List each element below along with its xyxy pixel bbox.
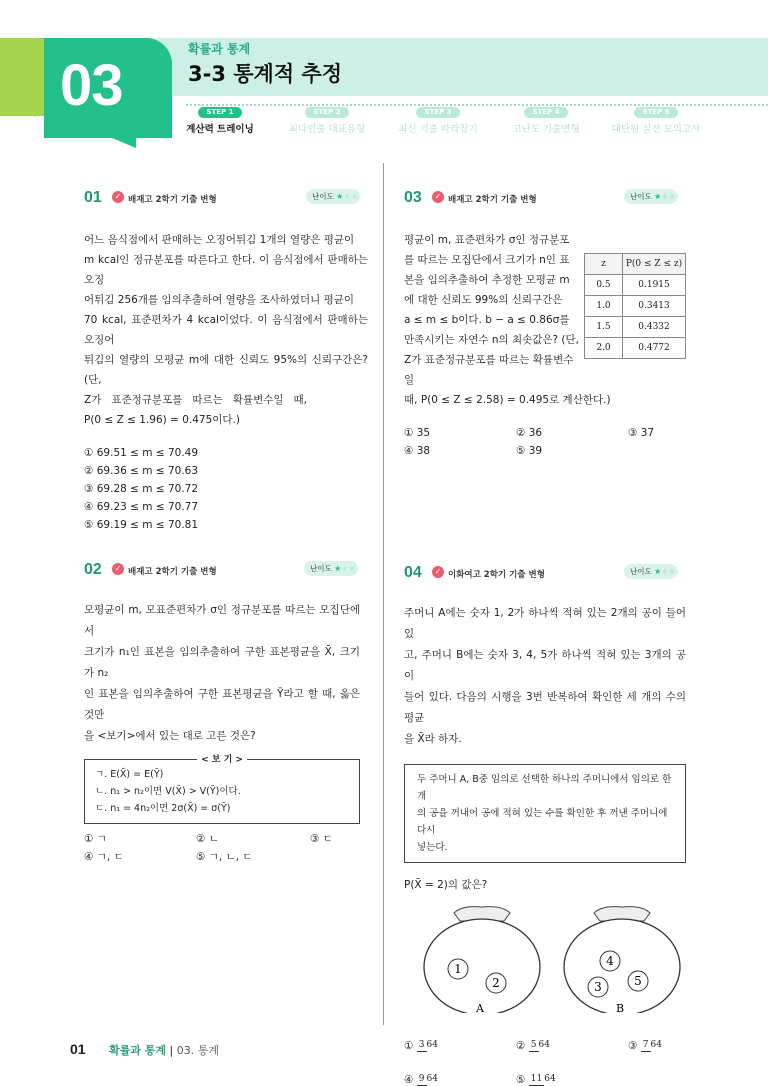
table-row [585, 338, 686, 359]
denominator: 64 [538, 1040, 550, 1050]
difficulty-label: 난이도 [312, 192, 334, 201]
bogi-item: ㄴ. n₁ > n₂이면 V(X̄) > V(Ȳ)이다. [95, 786, 241, 797]
denominator: 64 [544, 1074, 556, 1084]
text-line: 들어 있다. 다음의 시행을 3번 반복하여 확인한 세 개의 수의 평균 [404, 691, 686, 724]
difficulty-label: 난이도 [310, 564, 332, 573]
option[interactable] [404, 1036, 516, 1056]
option-row [84, 848, 360, 866]
table-cell: 0.4332 [623, 317, 686, 338]
bogi-item: ㄷ. n₁ = 4n₂이면 2σ(X̄) = σ(Ȳ) [95, 803, 231, 814]
ball-label: 2 [492, 976, 500, 990]
footer-chapter: 03. 통계 [176, 1044, 220, 1057]
bag-a [424, 907, 540, 1013]
option-row [404, 1065, 686, 1086]
option[interactable]: ③ 69.28 ≤ m ≤ 70.72 [84, 483, 199, 495]
text-line: 어느 음식점에서 판매하는 오징어튀김 1개의 열량은 평균이 [84, 234, 355, 246]
text-line: 평균이 m, 표준편차가 σ인 정규분포 [404, 234, 570, 246]
difficulty-label: 난이도 [630, 567, 652, 576]
problem-header [404, 565, 686, 583]
table-header: P(0 ≤ Z ≤ z) [623, 254, 686, 275]
option[interactable]: ③ 37 [628, 427, 655, 439]
option[interactable] [404, 1070, 516, 1086]
box-line: 넣는다. [417, 842, 448, 853]
option-mark: ⑤ [516, 1074, 526, 1086]
star-icon: ★★★ [654, 567, 676, 576]
answer-options [84, 444, 368, 534]
table-cell: 0.3413 [623, 296, 686, 317]
chapter-number: 03 [60, 53, 123, 118]
option[interactable]: ① 69.51 ≤ m ≤ 70.49 [84, 447, 199, 459]
option[interactable]: ② 36 [516, 427, 543, 439]
text-line: 튀김의 열량의 모평균 m에 대한 신뢰도 95%의 신뢰구간은? (단, [84, 354, 368, 386]
text-line: 인 표본을 임의추출하여 구한 표본평균을 Ȳ라고 할 때, 옳은 것만 [84, 688, 360, 721]
subject-label: 확률과 통계 [188, 42, 251, 56]
option-row [404, 424, 686, 442]
step-5[interactable] [606, 99, 706, 135]
text-line: 를 따르는 모집단에서 크기가 n인 표 [404, 254, 570, 266]
step-label: 최다빈출 대표유형 [288, 124, 366, 135]
text-line: 모평균이 m, 모표준편차가 σ인 정규분포를 따르는 모집단에서 [84, 604, 360, 637]
numerator: 11 [530, 1074, 543, 1084]
option[interactable]: ⑤ ㄱ, ㄴ, ㄷ [196, 851, 253, 863]
box-line: 의 공을 꺼내어 공에 적혀 있는 수를 확인한 후 꺼낸 주머니에 다시 [417, 808, 668, 836]
page-title: 3-3 통계적 추정 [188, 62, 342, 86]
question-text: P(X̄ = 2)의 값은? [404, 879, 488, 891]
option-row [84, 830, 360, 848]
text-line: Z가 표준정규분포를 따르는 확률변수일 때, [84, 394, 308, 406]
problem-03 [404, 190, 686, 460]
option-row [404, 1031, 686, 1061]
footer-section: 확률과 통계 [109, 1044, 167, 1057]
table-cell: 0.4772 [623, 338, 686, 359]
step-label: 대단원 실전 모의고사 [611, 124, 701, 135]
text-line: 고, 주머니 B에는 숫자 3, 4, 5가 하나씩 적혀 있는 3개의 공이 [404, 649, 686, 682]
bogi-item: ㄱ. E(X̄) = E(Ȳ) [95, 769, 164, 780]
check-icon: ✓ [112, 191, 124, 203]
text-line: 크기가 n₁인 표본을 임의추출하여 구한 표본평균을 X̄, 크기가 n₂ [84, 646, 360, 679]
option[interactable]: ⑤ 39 [516, 445, 543, 457]
step-2[interactable] [277, 99, 377, 135]
option-mark: ① [404, 1040, 414, 1052]
problem-header [84, 190, 368, 208]
table-row [585, 275, 686, 296]
problem-text [84, 230, 368, 430]
option[interactable] [516, 1070, 556, 1086]
check-icon: ✓ [112, 563, 124, 575]
trial-box [404, 764, 686, 863]
normal-table [584, 253, 686, 359]
problem-number: 02 [84, 561, 102, 578]
step-badge: STEP 3 [416, 107, 459, 118]
text-line: 때, P(0 ≤ Z ≤ 2.58) = 0.495로 계산한다.) [404, 394, 611, 406]
box-line: 두 주머니 A, B중 임의로 선택한 하나의 주머니에서 임의로 한 개 [417, 774, 672, 802]
step-label: 계산력 트레이닝 [186, 124, 254, 135]
table-cell: 0.5 [585, 275, 623, 296]
option-mark: ② [516, 1040, 526, 1052]
text-line: 어튀김 256개를 임의추출하여 열량을 조사하였더니 평균이 [84, 294, 355, 306]
problem-source: 배재고 2학기 기출 변형 [128, 567, 217, 577]
table-cell: 0.1915 [623, 275, 686, 296]
problem-header [84, 562, 360, 580]
problem-number: 04 [404, 564, 422, 581]
bogi-box [84, 755, 360, 824]
table-header: z [585, 254, 623, 275]
ball-label: 4 [606, 954, 614, 968]
option[interactable]: ④ 38 [404, 445, 431, 457]
text-line: Z가 표준정규분포를 따르는 확률변수일 [404, 354, 574, 386]
step-badge: STEP 2 [305, 107, 348, 118]
text-line: a ≤ m ≤ b이다. b − a ≤ 0.86σ를 [404, 314, 570, 326]
step-1[interactable] [170, 99, 270, 135]
numerator: 5 [530, 1040, 537, 1050]
fraction [529, 1040, 550, 1052]
answer-options [404, 1031, 686, 1086]
problem-source: 이화여고 2학기 기출 변형 [448, 570, 545, 580]
option[interactable]: ① 35 [404, 427, 431, 439]
bag-label: A [476, 1002, 484, 1013]
ball-label: 5 [634, 974, 642, 988]
problem-header [404, 190, 686, 208]
text-line: m kcal인 정규분포를 따른다고 한다. 이 음식점에서 판매하는 오징 [84, 254, 368, 286]
problem-text [404, 603, 686, 750]
difficulty-badge [306, 189, 360, 204]
difficulty-badge [304, 561, 358, 576]
denominator: 64 [426, 1040, 438, 1050]
fraction [641, 1040, 662, 1052]
bogi-title: < 보 기 > [197, 752, 247, 769]
ball-label: 1 [454, 962, 462, 976]
text-line: 본을 임의추출하여 추정한 모평균 m [404, 274, 570, 286]
problem-text [84, 600, 360, 747]
numerator: 3 [418, 1040, 425, 1050]
option[interactable]: ③ ㄷ [310, 833, 333, 845]
problem-01 [84, 190, 368, 534]
option-mark: ④ [404, 1074, 414, 1086]
ball-label: 3 [594, 980, 602, 994]
difficulty-label: 난이도 [630, 192, 652, 201]
step-label: 고난도 기출변형 [512, 124, 580, 135]
text-line: P(0 ≤ Z ≤ 1.96) = 0.475이다.) [84, 414, 240, 426]
star-icon: ★★★ [336, 192, 358, 201]
difficulty-badge [624, 189, 678, 204]
check-icon: ✓ [432, 191, 444, 203]
fraction [417, 1040, 438, 1052]
footer-separator: | [169, 1044, 174, 1057]
option[interactable] [516, 1036, 628, 1056]
option[interactable] [628, 1036, 662, 1056]
text-line: 을 <보기>에서 있는 대로 고른 것은? [84, 730, 256, 742]
table-row [585, 296, 686, 317]
text-line: 에 대한 신뢰도 99%의 신뢰구간은 [404, 294, 563, 306]
star-icon: ★★★ [654, 192, 676, 201]
problem-source: 배재고 2학기 기출 변형 [128, 195, 217, 205]
step-badge: STEP 1 [198, 107, 241, 118]
option[interactable]: ④ ㄱ, ㄷ [84, 851, 124, 863]
column-divider [383, 163, 384, 1025]
bags-illustration [404, 901, 686, 1013]
answer-options [84, 830, 360, 866]
problem-02 [84, 562, 360, 866]
step-badge: STEP 4 [524, 107, 567, 118]
fraction [529, 1074, 556, 1086]
step-label: 최신 기출 따라잡기 [398, 124, 478, 135]
page-number: 01 [70, 1041, 86, 1057]
difficulty-badge [624, 564, 678, 579]
text-line: 70 kcal, 표준편차가 4 kcal이었다. 이 음식점에서 판매하는 오징어 [84, 314, 368, 346]
bag-label: B [615, 1002, 625, 1013]
step-4[interactable] [496, 99, 596, 135]
step-badge: STEP 5 [634, 107, 677, 118]
table-cell: 1.0 [585, 296, 623, 317]
answer-options [404, 424, 686, 460]
option[interactable]: ④ 69.23 ≤ m ≤ 70.77 [84, 501, 199, 513]
table-cell: 1.5 [585, 317, 623, 338]
option[interactable]: ⑤ 69.19 ≤ m ≤ 70.81 [84, 519, 199, 531]
text-line: 주머니 A에는 숫자 1, 2가 하나씩 적혀 있는 2개의 공이 들어 있 [404, 607, 686, 640]
check-icon: ✓ [432, 566, 444, 578]
text-line: 만족시키는 자연수 n의 최솟값은? (단, [404, 334, 580, 346]
option[interactable]: ② ㄴ [196, 833, 219, 845]
denominator: 64 [426, 1074, 438, 1084]
option[interactable]: ① ㄱ [84, 833, 107, 845]
star-icon: ★★★ [334, 564, 356, 573]
table-cell: 2.0 [585, 338, 623, 359]
table-row [585, 317, 686, 338]
denominator: 64 [650, 1040, 662, 1050]
text-line: 을 X̄라 하자. [404, 733, 462, 745]
numerator: 9 [418, 1074, 425, 1084]
option-mark: ③ [628, 1040, 638, 1052]
bag-b [564, 907, 680, 1013]
problem-04 [404, 565, 686, 1086]
problem-number: 01 [84, 189, 102, 206]
problem-source: 배재고 2학기 기출 변형 [448, 195, 537, 205]
problem-number: 03 [404, 189, 422, 206]
fraction [417, 1074, 438, 1086]
numerator: 7 [642, 1040, 649, 1050]
option[interactable]: ② 69.36 ≤ m ≤ 70.63 [84, 465, 199, 477]
page-footer [70, 1041, 219, 1058]
step-3[interactable] [388, 99, 488, 135]
option-row [404, 442, 686, 460]
